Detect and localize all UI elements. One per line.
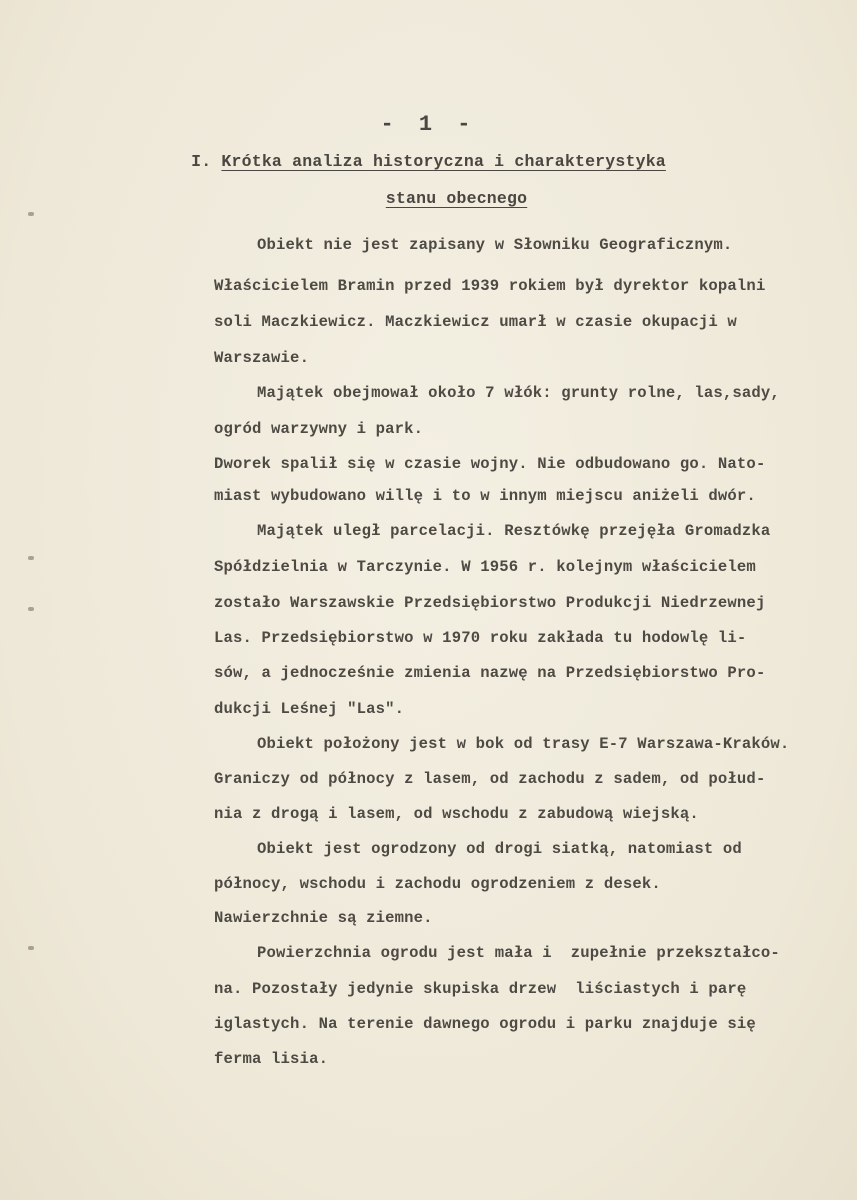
section-number: I.: [191, 152, 212, 171]
page-number: - 1 -: [380, 112, 477, 137]
text-line: soli Maczkiewicz. Maczkiewicz umarł w czasie okupacji w: [214, 313, 737, 331]
text-line: zostało Warszawskie Przedsiębiorstwo Produkcji Niedrzewnej: [214, 594, 766, 612]
text-line: sów, a jednocześnie zmienia nazwę na Przedsiębiorstwo Pro-: [214, 664, 766, 682]
section-heading-continued: [0, 189, 857, 208]
text-line: Graniczy od północy z lasem, od zachodu z sadem, od połud-: [214, 770, 766, 788]
punch-hole-mark: [28, 212, 34, 216]
section-heading: [0, 152, 857, 171]
section-title-line-2: stanu obecnego: [385, 189, 528, 208]
text-line: Las. Przedsiębiorstwo w 1970 roku zakłada tu hodowlę li-: [214, 629, 747, 647]
text-line: Spółdzielnia w Tarczynie. W 1956 r. kolejnym właścicielem: [214, 558, 756, 576]
text-line: ogród warzywny i park.: [214, 420, 424, 438]
text-line: Właścicielem Bramin przed 1939 rokiem był dyrektor kopalni: [214, 277, 766, 295]
text-line: iglastych. Na terenie dawnego ogrodu i parku znajduje się: [214, 1015, 756, 1033]
text-line: Warszawie.: [214, 349, 310, 367]
text-line: Obiekt położony jest w bok od trasy E-7 Warszawa-Kraków.: [257, 735, 790, 753]
text-line: Obiekt nie jest zapisany w Słowniku Geograficznym.: [257, 236, 733, 254]
text-line: na. Pozostały jedynie skupiska drzew liściastych i parę: [214, 980, 747, 998]
text-line: północy, wschodu i zachodu ogrodzeniem z desek.: [214, 875, 661, 893]
text-line: Powierzchnia ogrodu jest mała i zupełnie przekształco-: [257, 944, 780, 962]
text-line: Nawierzchnie są ziemne.: [214, 909, 433, 927]
text-line: nia z drogą i lasem, od wschodu z zabudową wiejską.: [214, 805, 699, 823]
text-line: Obiekt jest ogrodzony od drogi siatką, natomiast od: [257, 840, 742, 858]
text-line: miast wybudowano willę i to w innym miejscu aniżeli dwór.: [214, 487, 756, 505]
text-line: Majątek uległ parcelacji. Resztówkę przejęła Gromadzka: [257, 522, 771, 540]
text-line: ferma lisia.: [214, 1050, 329, 1068]
text-line: Majątek obejmował około 7 włók: grunty rolne, las,sady,: [257, 384, 780, 402]
punch-hole-mark: [28, 556, 34, 560]
text-line: dukcji Leśnej "Las".: [214, 700, 405, 718]
text-line: Dworek spalił się w czasie wojny. Nie odbudowano go. Nato-: [214, 455, 766, 473]
punch-hole-mark: [28, 607, 34, 611]
punch-hole-mark: [28, 946, 34, 950]
section-title-line-1: Krótka analiza historyczna i charakterystyka: [221, 152, 666, 171]
